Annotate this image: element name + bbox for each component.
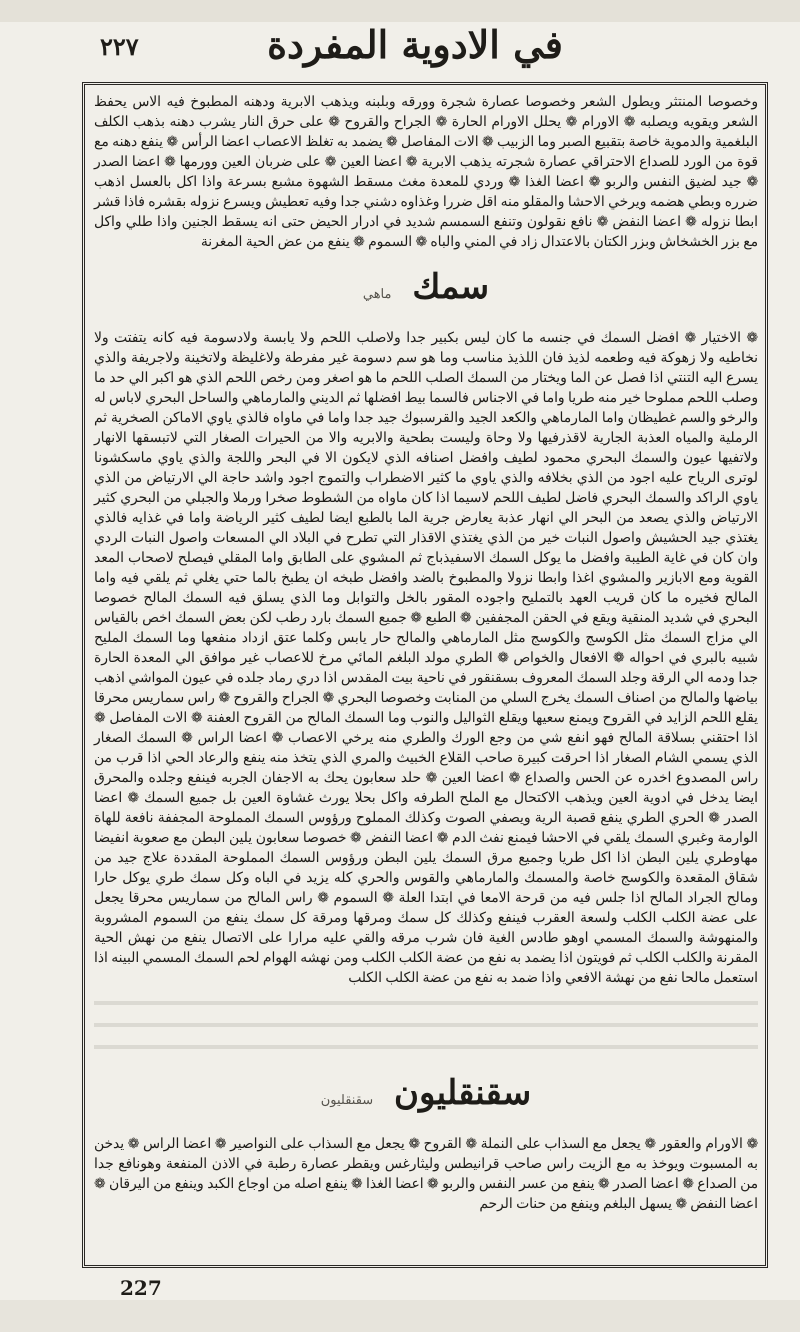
scan-bottom-edge — [0, 1300, 800, 1332]
section-title: سمك — [412, 267, 490, 307]
paragraph: ❁ الاورام والعقور ❁ يجعل مع السذاب على النملة ❁ القروح ❁ يجعل مع السذاب على النواصير ❁ اعضا الراس ❁ يدخن به المسبوت ويوخذ به مع الزيت راس صاحب قرانيطس وليثارغس ويقطر عصارة رطبة في الاذن المنفعة وهونافع جدا من الصداع ❁ اعضا الصدر ❁ ينفع من عسر النفس والربو ❁ اعضا الغذا ❁ ينفع اصله من اوجاع الكبد وينفع من اليرقان ❁ اعضا النفض ❁ يسهل البلغم وينفع من حنات الرحم — [94, 1136, 758, 1212]
bleed-through-area — [94, 992, 758, 1058]
running-title: في الادوية المفردة — [267, 22, 563, 67]
page-number-bottom: 227 — [120, 1276, 162, 1300]
paragraph: ❁ الاختيار ❁ افضل السمك في جنسه ما كان ليس بكبير جدا ولاصلب اللحم ولا يابسة ولادسومة فيه كانه يتفتت ولا نخاطيه ولا زهوكة فيه وطعمه لذيذ فان اللذيذ مناسب وما هو سم دسومة غير مفرطة ولاغليظة ولاتخينة ولاجريفة والذي يسرع اليه التنتي اذا فصل عن الما ويختار من السمك الصلب اللحم ما هو اصغر ومن رخص اللحم الذي هو اكبر الي حد ما وصلب اللحم مملوحا خير منه طريا واما في الاجناس فالسما بيط افضلها ثم الديني والمارماهي والساحل البحري لاباس له والرخو والسم غطيظان واما المارماهي والكعد الجيد والقرسبوك جيد جدا واما في ماواه فالذي ياوي الاماكن الصخرية ثم الرملية والمياه العذبة الجارية لاقذرفيها ولا وحاة وليست بطحية والابريه والا من الحيرات الصغار التي لاتبسقها الانهار ولاتفيها عيون والسمك البحري محمود لطيف وافضل اصنافه الذي لايكون الا في البحر واللجة والذي ياوي ماسكشونا لوترى الرياح عليه اجود من الذي بخلافه والذي ياوي ما كثير الاضطراب والتموج اجود واشد حاجة الي الارتياض من الذي ياوي الراكد والسمك البحري فاضل لطيف اللحم لاسيما اذا كان ماواه من الشطوط صخرا ورملا والجبلي من البحري كثير الارتياض والذي يصعد من البحر الي انهار عذبة يعارض جرية الما بالطبع ايضا لطيف كثير الرياضة واما في غذايه فالذي يغتذي جيد الحشيش واصول النبات خير من الذي يغتذي الاقذار التي تطرح في البلاد الي المسعات واصول النبات الردي وان كان في غاية الطيبة وافضل ما يوكل السمك الاسفيذباج ثم المشوي على الطابق واما المقلي فيصلح لاصحاب المعد القوية ومع الابازير والمشوي اغذا وابطا نزولا والمطبوخ بالضد وافضل طبخه ان يطبخ بالما حتي يغلي ثم يلقي فيه واما المالح فخيره ما كان قريب العهد بالتمليح واجوده المقور بالخل والتوابل وما الذي يسلق فيه السمك المالح خصوصا البحري في شديد المنقية ويقع في الحقن المجففين ❁ الطبع ❁ جميع السمك بارد رطب لكن بعض السمك اخص بالقياس الي مزاج السمك مثل الكوسج والكوسج مثل المارماهي والمالح حار يابس وكلما عتق ازداد منفعها وما السمك المليح شبيه بالبري في احواله ❁ الافعال والخواص ❁ الطري مولد البلغم المائي مرخ للاعصاب غير موافق الي المعدة الحارة جدا ودمه الي الرقة وجلد السمك المعروف بسقنقور في ناحية بيت المقدس اذا دري رماد جلده في عيون المواشي اذهب بياضها والمالح من اصناف السمك يخرج السلي من المنابت وخصوصا البحري ❁ الجراح والقروح ❁ راس سماريس محرقا يقلع اللحم الزايد في القروح ويمنع سعيها ويقلع الثواليل والنوب وما السمك المالح من القروح العفنة ❁ الات المفاصل ❁ اذا احتقني بسلاقة المالح فهو انفع شي من وجع الورك والطري منه يرخي الاعصاب ❁ اعضا الراس ❁ السمك الصغار الذي يسمي الشام الصغار اذا احرقت كبيرة صاحب القلاع الخبيث والمري الذي يتخذ منه ينفع والرعاد الحي اذا قرب من راس المصدوع اخدره عن الحس والصداع ❁ اعضا العين ❁ حلد سعابون يحك به الاجفان الجربه فينفع وجلده والمحرق ايضا يدخل في ادوية العين ويذهب الاكتحال مع الملح الطرفه واكل بحلا يورث غشاوة العين بل جميع السمك ❁ اعضا الصدر ❁ الحري الطري ينفع قصبة الرية ويصفي الصوت وكذلك المملوح ورؤوس السمك المملوحة المجففة نافعة للهاة الوارمة وغبري السمك يلقي في الاحشا فيمنع نفث الدم ❁ اعضا النفض ❁ خصوصا سعابون يلين البطن مع صعوبة انفيضا مهاوطري يلين البطن اذا اكل طريا وجميع مرق السمك يلين البطن ورؤوس السمك المملوحة المقددة علاج جيد من شقاق المقعدة والكوسج خاصة والمسمك والمارماهي والقوس والحري كله يزيد في الباه وكل سمك طري يوكل حارا ومالح الجراد المالح اذا جلس فيه من قرحة الامعا في ابتدا العلة ❁ السموم ❁ راس المالح من سماريس محرقا يجعل على عضة الكلب الكلب ولسعة العقرب فينفع وكذلك كل سمك ومرقها ومرقة كل سمك ينفع من السموم المشروبة والمنهوشة والسمك المسمي اوهو طادس الغية فان شرب مرقه والقي عليه مرارا على الاتصال ينفع من نهش الحية المقرنة والكلب الكلب ثم فويتون اذا يضمد به نفع من عضة الكلب الكلب ومن نهشه الهوام لحم السمك المسمي البينه اذا استعمل مالحا نفع من نهشة الافعي واذا ضمد به نفع من عضة الكلب الكلب — [94, 330, 758, 986]
heading-annotation: ماهي — [362, 287, 392, 302]
heading-annotation: سقنقليون — [320, 1093, 374, 1108]
page-number-top: ٢٢٧ — [100, 32, 139, 61]
body-text — [94, 92, 758, 1214]
section-title: سقنقليون — [394, 1073, 532, 1113]
section-heading-saqanqaliyun — [94, 1066, 758, 1128]
page-header — [70, 14, 760, 84]
section-heading-samak — [94, 260, 758, 322]
paragraph: وخصوصا المنتثر ويطول الشعر وخصوصا عصارة شجرة وورقه وبلبنه ويذهب الابرية ودهنه المطبوخ فيه الاس يحفظ الشعر ويقويه ويصلبه ❁ الاورام ❁ يحلل الاورام الحارة ❁ الجراح والقروح ❁ على حرق النار يشرب دهنه بذهب الكلف البلغمية والدموية خاصة بتقبيع الصبر وما الزبيب ❁ الات المفاصل ❁ يضمد به تغلظ الاعصاب اعضا الرأس ❁ ينفع دهنه مع قوة من الورد للصداع الاحتراقي عصارة شجرته يذهب الابرية ❁ اعضا العين ❁ على ضربان العين وورمها ❁ اعضا الصدر ❁ جيد لضيق النفس والربو ❁ اعضا الغذا ❁ وردي للمعدة مغث مسقط الشهوة مشبع بسرعة واذا اكل بالعسل اذهب ضرره وبطي هضمه ويرخي الاحشا والمقلو منه اقل ضررا وغذاوه دشني جدا وفيه تعطيش ويسرع نزوله بقشره فاذا قشر ابطا نزوله ❁ اعضا النفض ❁ نافع نقولون وتنفع السمسم شديد في ادرار الحيض حتى انه يسقط الجنين واذا طلي واكل مع بزر الخشخاش وبزر الكتان بالاعتدال زاد في المني والباه ❁ السموم ❁ ينفع من عض الحية المغرنة — [94, 94, 758, 250]
